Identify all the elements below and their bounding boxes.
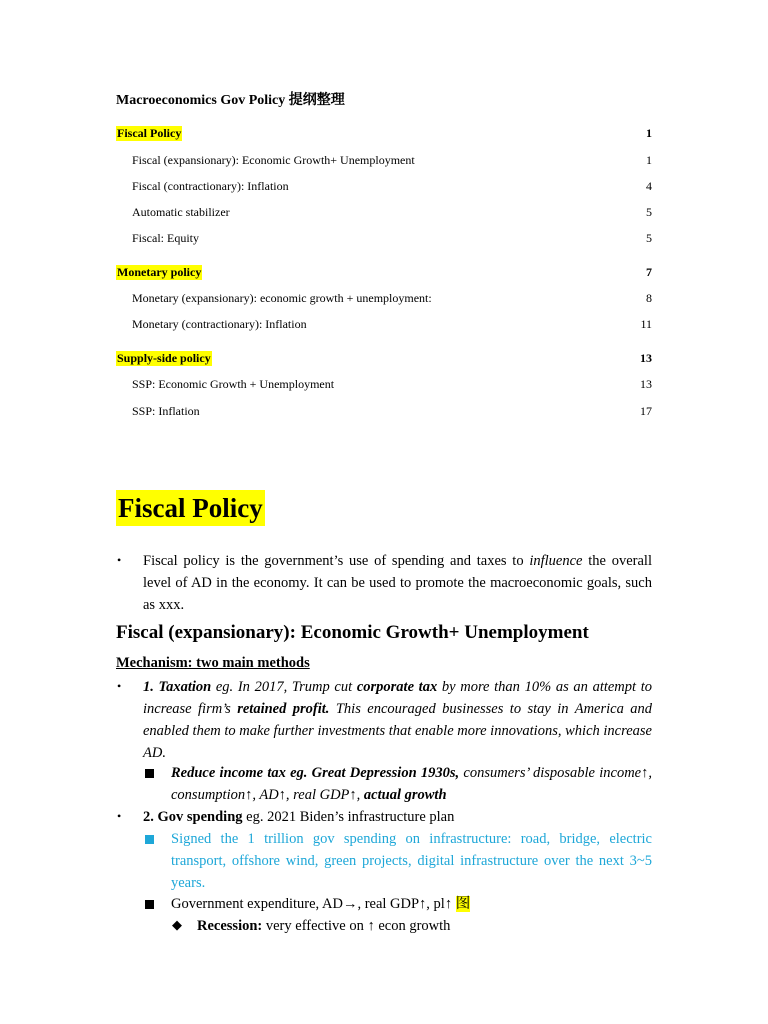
square-bullet (145, 900, 154, 909)
toc-entry-page: 13 (640, 377, 652, 391)
toc-entry-page: 1 (646, 153, 652, 167)
bullet-dot: • (117, 809, 122, 823)
toc-entry[interactable] (116, 265, 652, 280)
toc-entry-label[interactable]: Fiscal (contractionary): Inflation (132, 179, 289, 193)
toc-entry-label[interactable]: Monetary (expansionary): economic growth + unemployment: (132, 291, 432, 305)
toc-entry-label[interactable]: Automatic stabilizer (132, 205, 230, 219)
square-bullet (145, 769, 154, 778)
heading-mechanism: Mechanism: two main methods (116, 655, 310, 671)
toc-entry[interactable] (132, 205, 652, 220)
gov-spending-line: 2. Gov spending eg. 2021 Biden’s infrastructure plan (143, 809, 455, 825)
toc-entry-label[interactable]: Monetary (contractionary): Inflation (132, 317, 307, 331)
toc-entry-page: 5 (646, 205, 652, 219)
toc-entry-page: 7 (646, 265, 652, 279)
toc-entry[interactable] (132, 153, 652, 168)
toc-entry-page: 17 (640, 404, 652, 418)
document-title: Macroeconomics Gov Policy 提纲整理 (116, 93, 345, 108)
toc-entry-label[interactable]: Fiscal Policy (117, 126, 182, 140)
toc-entry-label[interactable]: SSP: Inflation (132, 404, 200, 418)
toc-entry[interactable] (116, 351, 652, 366)
toc-entry-page: 5 (646, 231, 652, 245)
toc-entry-page: 8 (646, 291, 652, 305)
diamond-bullet: ◆ (172, 917, 182, 932)
square-bullet-blue (145, 835, 154, 844)
toc-entry-page: 4 (646, 179, 652, 193)
toc-entry-page: 13 (640, 351, 652, 365)
toc-entry[interactable] (132, 231, 652, 246)
toc-entry[interactable] (132, 377, 652, 392)
toc-entry-label[interactable]: Fiscal (expansionary): Economic Growth+ Unemployment (132, 153, 415, 167)
intro-paragraph: Fiscal policy is the government’s use of spending and taxes to influence the overall level of AD in the economy. It can be used to promote the macroeconomic goals, such as xxx. (143, 553, 652, 613)
figure-tag: 图 (455, 896, 471, 912)
heading-fiscal-policy: Fiscal Policy (116, 490, 265, 526)
bullet-dot: • (117, 679, 122, 693)
toc-entry[interactable] (132, 179, 652, 194)
income-tax-paragraph: Reduce income tax eg. Great Depression 1930s, consumers’ disposable income↑, consumption↑, AD↑, real GDP↑, actual growth (171, 765, 652, 803)
toc-entry-label[interactable]: Fiscal: Equity (132, 231, 199, 245)
toc-entry-label[interactable]: SSP: Economic Growth + Unemployment (132, 377, 335, 391)
gov-expenditure-line: Government expenditure, AD→, real GDP↑, pl↑ 图 (171, 896, 471, 912)
recession-line: Recession: very effective on ↑ econ growth (197, 918, 451, 934)
toc-entry-label[interactable]: Monetary policy (117, 265, 202, 279)
toc-entry[interactable] (132, 317, 652, 332)
toc-entry-label[interactable]: Supply-side policy (117, 351, 211, 365)
toc-entry-page: 1 (646, 126, 652, 140)
bullet-dot: • (117, 553, 122, 567)
toc-entry[interactable] (116, 126, 652, 141)
toc-entry[interactable] (132, 404, 652, 419)
heading-fiscal-expansionary: Fiscal (expansionary): Economic Growth+ Unemployment (116, 622, 589, 643)
toc-entry-page: 11 (640, 317, 652, 331)
biden-paragraph: Signed the 1 trillion gov spending on infrastructure: road, bridge, electric transport, offshore wind, green projects, digital infrastructure over the next 3~5 years. (171, 831, 652, 891)
toc-entry[interactable] (132, 291, 652, 306)
taxation-paragraph: 1. Taxation eg. In 2017, Trump cut corporate tax by more than 10% as an attempt to increase firm’s retained profit. This encouraged businesses to stay in America and enabled them to make further investments that enable more innovations, which increase AD. (143, 679, 653, 761)
